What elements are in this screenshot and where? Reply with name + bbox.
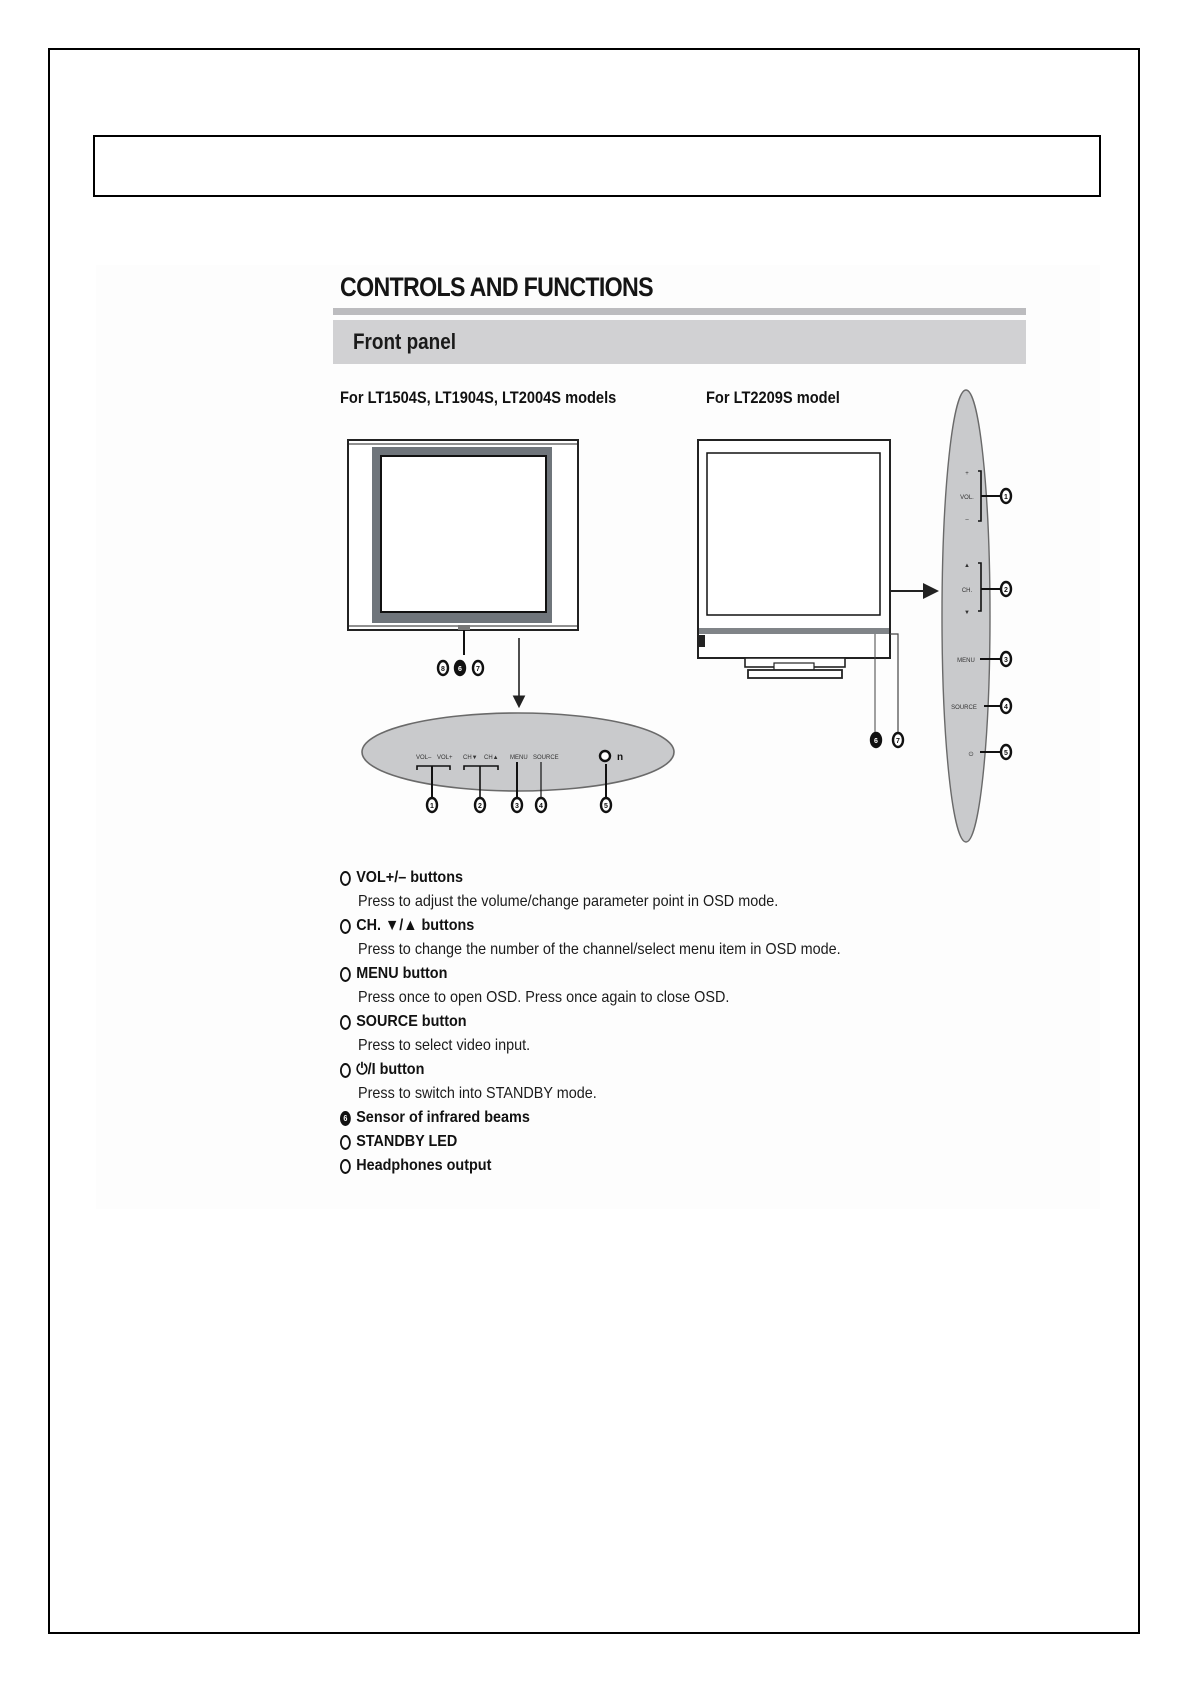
legend-list [340,866,960,1178]
callout-side-4 [1001,699,1011,713]
legend-title [340,866,898,890]
legend-title-text: STANDBY LED [356,1133,458,1150]
page-heading: CONTROLS AND FUNCTIONS [340,272,653,302]
callout-number: 6 [874,738,878,745]
callout-number: 2 [1004,587,1008,594]
legend-description: Press to adjust the volume/change parameter point in OSD mode. [358,893,779,910]
side-label-ch: CH. [961,588,973,594]
button-panel-side [942,390,1000,842]
legend-description: Press to switch into STANDBY mode. [358,1085,597,1102]
panel-label-menu: MENU [510,755,528,761]
legend-number-marker: 6 [340,1111,351,1126]
model-caption-1: For LT1504S, LT1904S, LT2004S models [340,388,617,407]
side-label-ch-down: ▼ [964,610,970,616]
callout-panel-3 [512,798,522,812]
callout-panel-4 [536,798,546,812]
headphones-jack-icon: n [617,752,624,763]
callout-number: 5 [1004,750,1008,757]
side-label-ch-up: ▲ [964,563,970,569]
legend-number-marker [340,1063,351,1078]
side-power-icon: ⏻ [968,752,974,758]
button-panel-small [362,713,674,800]
legend-number-marker [340,871,351,886]
section-title: Front panel [353,329,457,354]
callout-tv2-6 [871,733,881,747]
callout-panel-5 [601,798,611,812]
legend-title [340,1130,898,1154]
legend-title-text: ⏻/I button [356,1061,425,1078]
tv1-screen [381,456,546,612]
legend-item [340,1106,960,1130]
callout-side-5 [1001,745,1011,759]
callout-panel-1 [427,798,437,812]
callout-tv1-6 [455,661,465,675]
callout-number: 4 [1004,704,1008,711]
callout-tv1-7 [473,661,483,675]
side-label-plus: + [965,471,969,477]
legend-item [340,1154,960,1178]
legend-number-marker [340,919,351,934]
legend-title-text: MENU button [356,965,448,982]
legend-description: Press once to open OSD. Press once again to close OSD. [358,989,730,1006]
callout-tv1-8 [438,661,448,675]
callout-number: 7 [476,666,480,673]
panel-label-ch-down: CH▼ [463,755,478,761]
legend-item [340,1130,960,1154]
legend-title-text: SOURCE button [356,1013,467,1030]
side-label-vol: VOL. [960,495,974,501]
legend-title-text: CH. ▼/▲ buttons [356,917,475,934]
panel-label-vol-minus: VOL– [416,755,432,761]
model-caption-2: For LT2209S model [706,388,840,407]
tv-lt2209s [698,440,935,735]
callout-number: 1 [1004,494,1008,501]
legend-title [340,1010,898,1034]
legend-number-marker [340,967,351,982]
legend-title [340,1058,898,1082]
legend-title-text: VOL+/– buttons [356,869,464,886]
side-label-source: SOURCE [951,705,977,711]
legend-title [340,914,898,938]
callout-number: 1 [430,803,434,810]
power-button-icon [600,751,610,761]
callout-number: 3 [1004,657,1008,664]
legend-number-marker [340,1135,351,1150]
panel-label-ch-up: CH▲ [484,755,499,761]
legend-description: Press to change the number of the channel/select menu item in OSD mode. [358,941,841,958]
callout-number: 7 [896,738,900,745]
callout-number: 4 [539,803,543,810]
panel-label-vol-plus: VOL+ [437,755,453,761]
callout-panel-2 [475,798,485,812]
callout-number: 3 [515,803,519,810]
legend-item [340,1058,960,1106]
callout-side-2 [1001,582,1011,596]
callout-tv2-7 [893,733,903,747]
callout-number: 6 [458,666,462,673]
legend-number-marker [340,1159,351,1174]
legend-number-marker [340,1015,351,1030]
legend-item [340,962,960,1010]
callout-number: 2 [478,803,482,810]
panel-label-source: SOURCE [533,755,559,761]
callout-number: 8 [441,666,445,673]
legend-description: Press to select video input. [358,1037,531,1054]
tv1-sensor-window [458,625,470,630]
legend-title-text: Headphones output [356,1157,492,1174]
tv2-screen [707,453,880,615]
legend-item [340,914,960,962]
callout-number: 5 [604,803,608,810]
legend-title [340,1106,898,1130]
legend-item [340,1010,960,1058]
side-label-menu: MENU [957,658,975,664]
legend-title-text: Sensor of infrared beams [356,1109,530,1126]
legend-title [340,1154,898,1178]
legend-title [340,962,898,986]
legend-item [340,866,960,914]
side-label-minus: – [965,517,969,523]
callout-side-3 [1001,652,1011,666]
callout-side-1 [1001,489,1011,503]
